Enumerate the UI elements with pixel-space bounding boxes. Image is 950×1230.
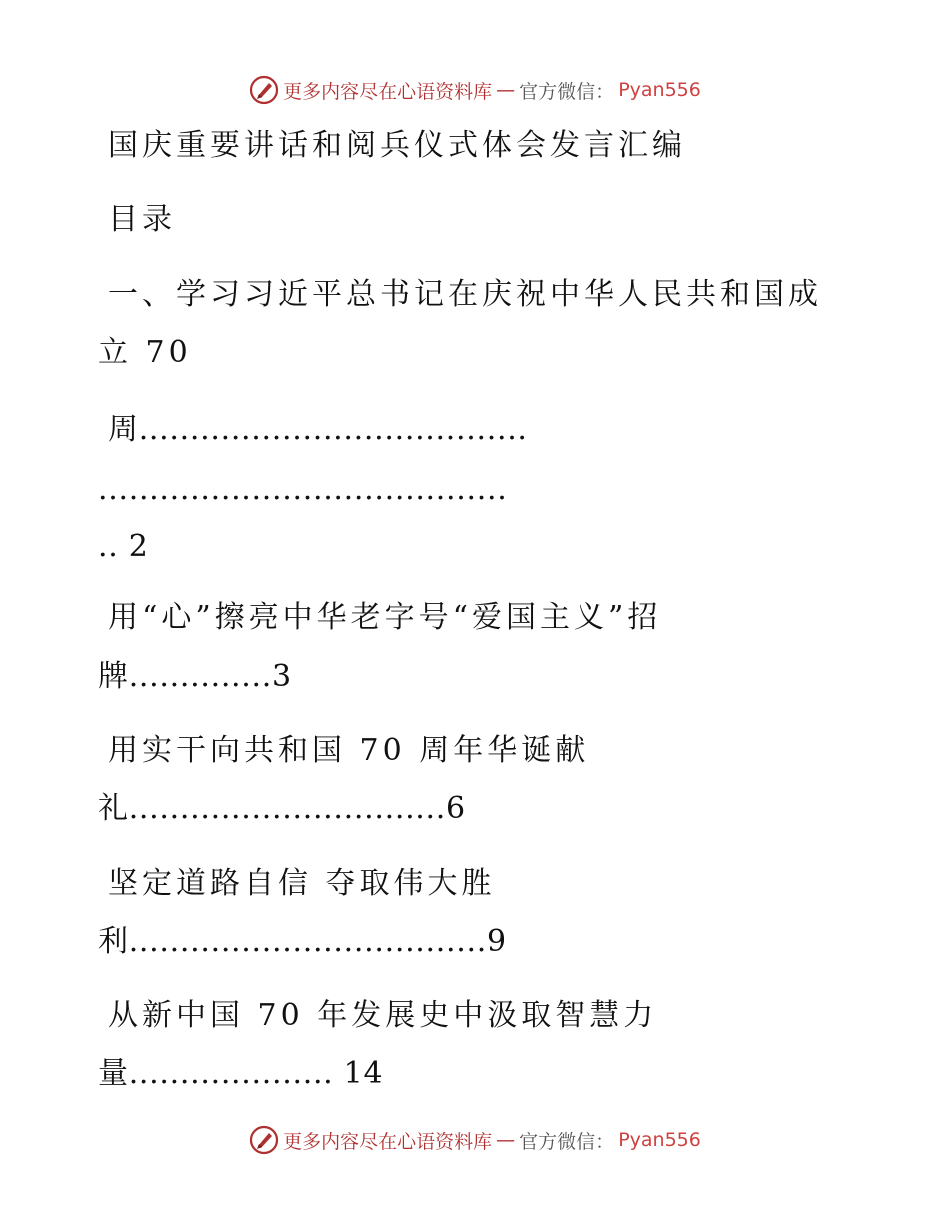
pen-logo-icon [249, 75, 279, 105]
toc-heading: 目录 [108, 202, 176, 237]
toc-section1-line3: 周...................................... [108, 412, 528, 447]
toc-entry-1-title: 用“心”擦亮中华老字号“爱国主义”招 [108, 600, 662, 635]
toc-entry-2-page: 礼...............................6 [98, 791, 466, 826]
document-title: 国庆重要讲话和阅兵仪式体会发言汇编 [108, 128, 686, 163]
toc-entry-2-title: 用实干向共和国 70 周年华诞献 [108, 733, 590, 768]
toc-entry-1-page: 牌..............3 [98, 659, 292, 694]
official-label: 官方微信： [519, 1130, 615, 1153]
toc-entry-4-title: 从新中国 70 年发展史中汲取智慧力 [108, 998, 658, 1033]
banner-dash: — [496, 79, 516, 101]
toc-section1-line1: 一、学习习近平总书记在庆祝中华人民共和国成 [108, 277, 822, 312]
wechat-id: Pyan556 [618, 1129, 701, 1151]
toc-section1-line4: ........................................ [98, 472, 508, 507]
footer-banner [0, 1120, 950, 1160]
toc-entry-3-title: 坚定道路自信 夺取伟大胜 [108, 866, 496, 901]
site-name: 更多内容尽在心语资料库 [283, 80, 493, 103]
brand-watermark-footer [249, 1125, 701, 1155]
wechat-id: Pyan556 [618, 79, 701, 101]
header-banner [0, 70, 950, 110]
toc-entry-4-page: 量.................... 14 [98, 1056, 384, 1091]
banner-dash: — [496, 1129, 516, 1151]
brand-watermark [249, 75, 701, 105]
toc-section1-line2: 立 70 [98, 335, 192, 370]
site-name: 更多内容尽在心语资料库 [283, 1130, 493, 1153]
official-label: 官方微信： [519, 80, 615, 103]
pen-logo-icon [249, 1125, 279, 1155]
toc-section1-page: .. 2 [98, 529, 149, 564]
toc-entry-3-page: 利...................................9 [98, 924, 507, 959]
